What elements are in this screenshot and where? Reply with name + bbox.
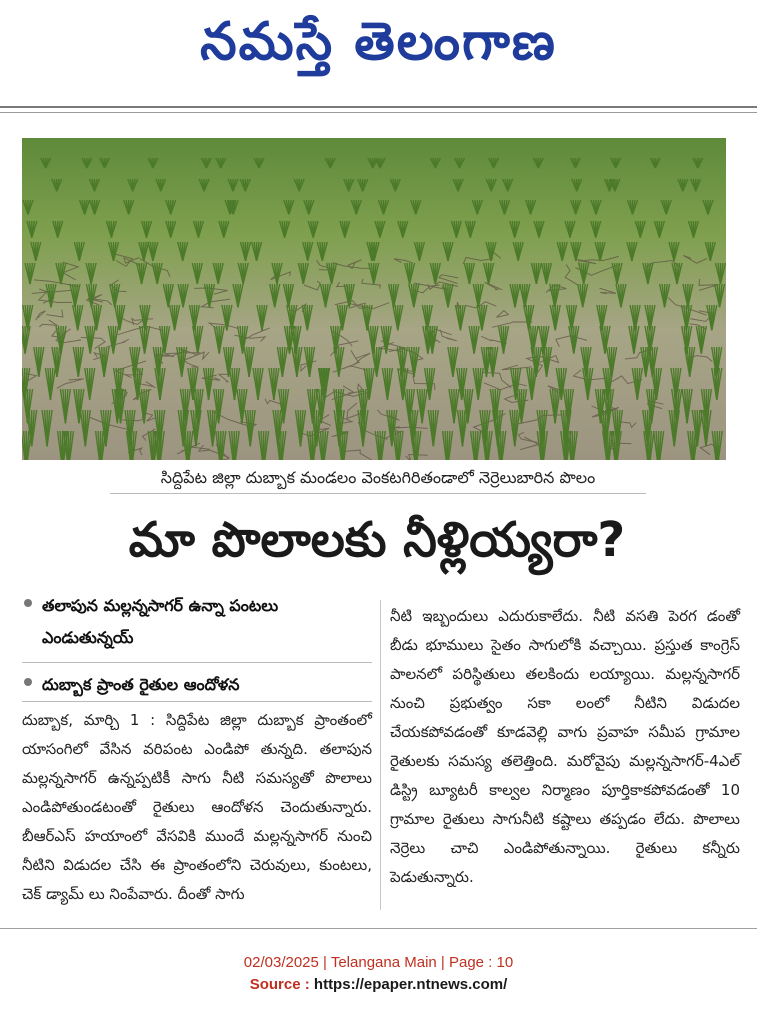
footer-rule — [0, 928, 757, 929]
edition-info: 02/03/2025 | Telangana Main | Page : 10 — [243, 954, 514, 971]
bullet-icon — [24, 599, 32, 607]
column-divider — [380, 600, 381, 910]
bullet-point — [22, 590, 372, 663]
bullet-point — [22, 669, 372, 702]
bullet-text: దుబ్బాక ప్రాంత రైతుల ఆందోళన — [42, 675, 240, 694]
article-body-left: దుబ్బాక, మార్చి 1 : సిద్దిపేట జిల్లా దుబ్బాక ప్రాంతంలో యాసంగిలో వేసిన వరిపంట ఎండిపో తున్నది. తలాపున మల్లన్నసాగర్ ఉన్నప్పటికీ సాగు నీటి సమస్యతో పొలాలు ఎండిపోతుండటంతో రైతులు ఆందోళన చెందుతున్నారు. బీఆర్ఎస్ హయాంలో వేసవికి ముందే మల్లన్నసాగర్ నుంచి నీటిని విడుదల చేసి ఈ ప్రాంతంలోని చెరువులు, కుంటలు, చెక్ డ్యామ్ లు నింపేవారు. దీంతో సాగు — [22, 711, 372, 903]
masthead — [0, 0, 757, 100]
bullet-text: తలాపున మల్లన్నసాగర్ ఉన్నా పంటలు ఎండుతున్నయ్ — [42, 596, 279, 647]
article-headline: మా పొలాలకు నీళ్లియ్యరా? — [128, 512, 626, 568]
field-photo — [22, 138, 726, 460]
source-label: Source : — [249, 976, 314, 993]
article-body-right: నీటి ఇబ్బందులు ఎదురుకాలేదు. నీటి వసతి పెరగ డంతో బీడు భూములు సైతం సాగులోకి వచ్చాయి. ప్రస్తుత కాంగ్రెస్ పాలనలో పరిస్థితులు తలకిందు లయ్యాయి. మల్లన్నసాగర్ నుంచి ప్రభుత్వం సకా లంలో నీటిని విడుదల చేయకపోవడంతో కూడవెల్లి వాగు ప్రవాహ సమీప గ్రామాల రైతులకు సమస్య తలెత్తింది. మరోవైపు మల్లన్నసాగర్-4ఎల్ డిస్ట్రి బ్యూటరీ కాల్వల నిర్మాణం పూర్తికాకపోవడంతో 10 గ్రామాల రైతులు సాగునీటి కష్టాలు తప్పడం లేదు. పొలాలు నెర్రెలు చాచి ఎండిపోతున్నాయి. రైతులు కన్నీరు పెడుతున్నారు. — [390, 607, 740, 886]
bullet-icon — [24, 678, 32, 686]
newspaper-logo: నమస్తే తెలంగాణ — [200, 12, 557, 72]
photo-caption: సిద్దిపేట జిల్లా దుబ్బాక మండలం వెంకటగిరితండాలో నెర్రెలుబారిన పొలం — [110, 463, 646, 494]
source-line — [0, 976, 757, 993]
article-column-right — [390, 602, 740, 892]
source-link[interactable]: https://epaper.ntnews.com/ — [313, 976, 508, 993]
masthead-rule-thin — [0, 112, 757, 113]
article-column-left — [22, 590, 372, 909]
masthead-rule — [0, 106, 757, 108]
dry-paddy-field-image — [22, 138, 726, 460]
